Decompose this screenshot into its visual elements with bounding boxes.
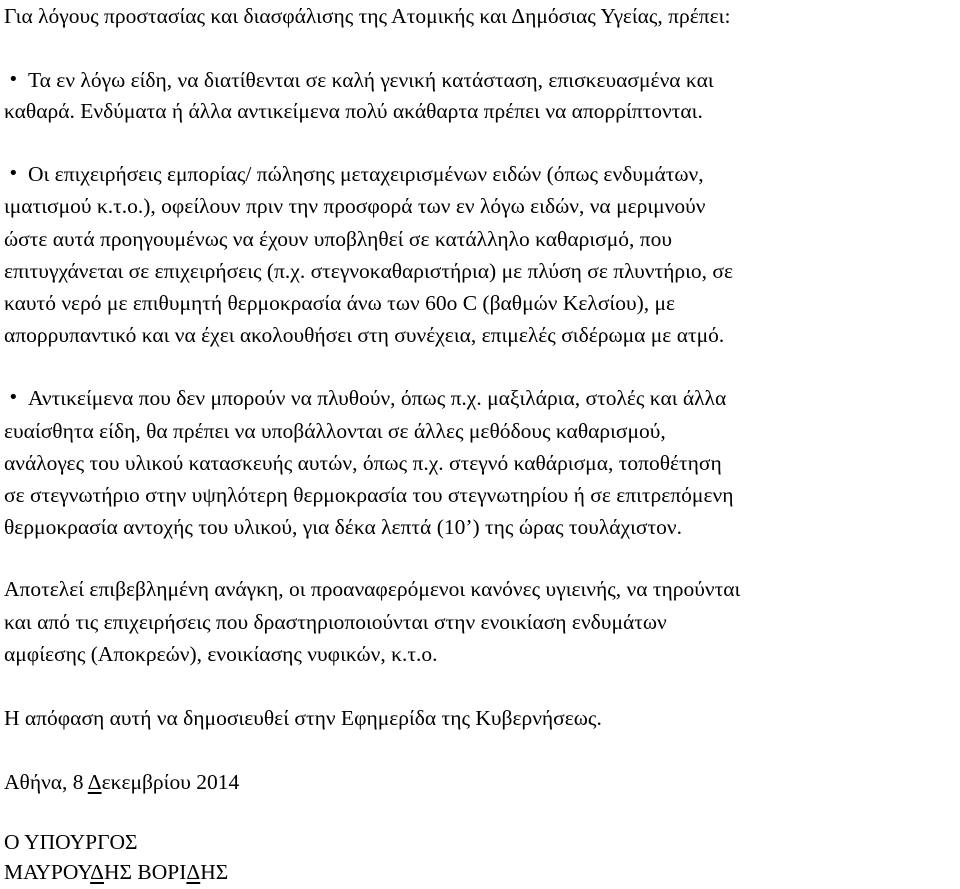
publication-paragraph: Η απόφαση αυτή να δημοσιευθεί στην Εφημερίδα της Κυβερνήσεως.	[4, 706, 602, 730]
bullet-2-line-5: καυτό νερό με επιθυμητή θερμοκρασία άνω των 60ο C (βαθμών Κελσίου), με	[4, 291, 676, 315]
signature-name-underlined: Δ	[90, 860, 104, 884]
date-suffix: εκεμβρίου 2014	[101, 770, 240, 794]
bullet-icon: •	[8, 69, 19, 90]
requirement-line-3: αμφίεσης (Αποκρεών), ενοικίασης νυφικών, κ.τ.ο.	[4, 642, 438, 666]
date-underlined-letter: Δ	[87, 770, 102, 794]
bullet-icon: •	[8, 387, 19, 408]
date-line	[4, 767, 239, 797]
bullet-2-line-3: ώστε αυτά προηγουμένως να έχουν υποβληθεί σε κατάλληλο καθαρισμό, που	[4, 227, 672, 251]
bullet-2-line-6: απορρυπαντικό και να έχει ακολουθήσει στη συνέχεια, επιμελές σιδέρωμα με ατμό.	[4, 323, 725, 347]
signature-name-part: ΗΣ ΒΟΡΙ	[104, 860, 187, 884]
requirement-line-1: Αποτελεί επιβεβλημένη ανάγκη, οι προαναφερόμενοι κανόνες υγιεινής, να τηρούνται	[4, 577, 741, 601]
bullet-2-line-1: Οι επιχειρήσεις εμπορίας/ πώλησης μεταχειρισμένων ειδών (όπως ενδυμάτων,	[28, 162, 704, 186]
bullet-3-line-2: ευαίσθητα είδη, θα πρέπει να υποβάλλονται σε άλλες μεθόδους καθαρισμού,	[4, 419, 666, 443]
signature-name-part: ΗΣ	[200, 860, 229, 884]
signature-role: Ο ΥΠΟΥΡΓΟΣ	[4, 830, 138, 854]
requirement-line-2: και από τις επιχειρήσεις που δραστηριοποιούνται στην ενοικίαση ενδυμάτων	[4, 610, 667, 634]
bullet-3-line-1: Αντικείμενα που δεν μπορούν να πλυθούν, όπως π.χ. μαξιλάρια, στολές και άλλα	[28, 386, 727, 410]
bullet-3-line-5: θερμοκρασία αντοχής του υλικού, για δέκα λεπτά (10’) της ώρας τουλάχιστον.	[4, 515, 682, 539]
bullet-1-line-1: Τα εν λόγω είδη, να διατίθενται σε καλή γενική κατάσταση, επισκευασμένα και	[28, 68, 714, 92]
signature-name	[4, 857, 228, 887]
intro-paragraph: Για λόγους προστασίας και διασφάλισης της Ατομικής και Δημόσιας Υγείας, πρέπει:	[4, 4, 731, 28]
bullet-1-line-2: καθαρά. Ενδύματα ή άλλα αντικείμενα πολύ ακάθαρτα πρέπει να απορρίπτονται.	[4, 99, 703, 123]
signature-name-part: ΜΑΥΡΟΥ	[4, 860, 91, 884]
date-prefix: Αθήνα, 8	[4, 770, 88, 794]
bullet-2-line-4: επιτυγχάνεται σε επιχειρήσεις (π.χ. στεγνοκαθαριστήρια) με πλύση σε πλυντήριο, σε	[4, 259, 734, 283]
signature-name-underlined: Δ	[186, 860, 201, 884]
bullet-3-line-4: σε στεγνωτήριο στην υψηλότερη θερμοκρασία του στεγνωτηρίου ή σε επιτρεπόμενη	[4, 483, 734, 507]
bullet-2-line-2: ιματισμού κ.τ.ο.), οφείλουν πριν την προσφορά των εν λόγω ειδών, να μεριμνούν	[4, 194, 706, 218]
bullet-icon: •	[8, 163, 19, 184]
bullet-3-line-3: ανάλογες του υλικού κατασκευής αυτών, όπως π.χ. στεγνό καθάρισμα, τοποθέτηση	[4, 451, 722, 475]
